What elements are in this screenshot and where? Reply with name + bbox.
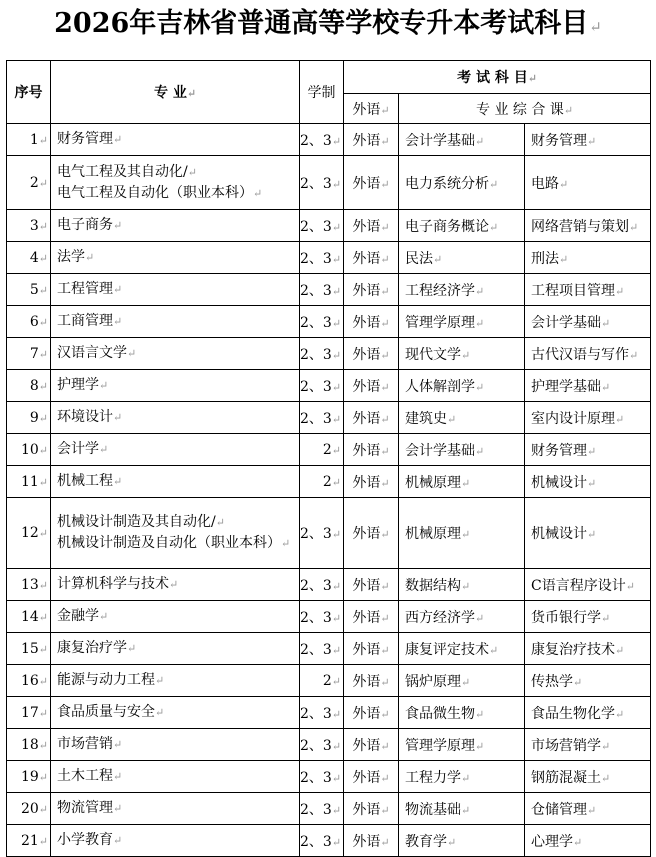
- row-major: 物流管理↵: [51, 793, 300, 825]
- row-years: 2、3↵: [300, 338, 344, 370]
- row-foreign-language: 外语↵: [344, 402, 399, 434]
- row-foreign-language: 外语↵: [344, 633, 399, 665]
- row-number: 7↵: [7, 338, 51, 370]
- row-number: 5↵: [7, 274, 51, 306]
- table-row: [7, 274, 651, 306]
- row-number: 19↵: [7, 761, 51, 793]
- table-row: [7, 156, 651, 210]
- row-major: 机械工程↵: [51, 466, 300, 498]
- row-number: 4↵: [7, 242, 51, 274]
- row-major: 电子商务↵: [51, 210, 300, 242]
- row-subject-1: 食品微生物↵: [399, 697, 525, 729]
- row-major: 机械设计制造及其自动化/↵ 机械设计制造及自动化（职业本科）↵: [51, 498, 300, 569]
- table-row: [7, 761, 651, 793]
- row-subject-1: 锅炉原理↵: [399, 665, 525, 697]
- table-row: [7, 434, 651, 466]
- row-years: 2、3↵: [300, 274, 344, 306]
- table-row: [7, 601, 651, 633]
- row-subject-1: 物流基础↵: [399, 793, 525, 825]
- row-years: 2、3↵: [300, 402, 344, 434]
- row-number: 11↵: [7, 466, 51, 498]
- row-major: 计算机科学与技术↵: [51, 569, 300, 601]
- row-subject-1: 民法↵: [399, 242, 525, 274]
- row-subject-1: 管理学原理↵: [399, 306, 525, 338]
- row-foreign-language: 外语↵: [344, 761, 399, 793]
- row-subject-2: 古代汉语与写作↵: [525, 338, 651, 370]
- row-years: 2、3↵: [300, 370, 344, 402]
- row-number: 10↵: [7, 434, 51, 466]
- row-number: 15↵: [7, 633, 51, 665]
- row-major: 食品质量与安全↵: [51, 697, 300, 729]
- header-subjects: 考 试 科 目↵: [344, 61, 651, 94]
- row-number: 3↵: [7, 210, 51, 242]
- row-foreign-language: 外语↵: [344, 825, 399, 857]
- row-subject-2: 工程项目管理↵: [525, 274, 651, 306]
- table-row: [7, 402, 651, 434]
- row-foreign-language: 外语↵: [344, 697, 399, 729]
- header-no: 序号: [7, 61, 51, 124]
- row-subject-1: 管理学原理↵: [399, 729, 525, 761]
- row-major: 法学↵: [51, 242, 300, 274]
- row-number: 8↵: [7, 370, 51, 402]
- header-professional: 专 业 综 合 课↵: [399, 94, 651, 124]
- row-years: 2、3↵: [300, 242, 344, 274]
- row-major: 土木工程↵: [51, 761, 300, 793]
- row-major: 环境设计↵: [51, 402, 300, 434]
- table-row: [7, 697, 651, 729]
- row-major: 工程管理↵: [51, 274, 300, 306]
- row-years: 2↵: [300, 434, 344, 466]
- row-subject-1: 工程经济学↵: [399, 274, 525, 306]
- row-subject-1: 电子商务概论↵: [399, 210, 525, 242]
- row-years: 2、3↵: [300, 761, 344, 793]
- table-row: [7, 338, 651, 370]
- table-row: [7, 729, 651, 761]
- row-years: 2、3↵: [300, 569, 344, 601]
- row-subject-2: 机械设计↵: [525, 466, 651, 498]
- row-foreign-language: 外语↵: [344, 434, 399, 466]
- row-foreign-language: 外语↵: [344, 338, 399, 370]
- row-subject-2: 电路↵: [525, 156, 651, 210]
- row-subject-1: 人体解剖学↵: [399, 370, 525, 402]
- row-number: 14↵: [7, 601, 51, 633]
- row-number: 12↵: [7, 498, 51, 569]
- title-text: 2026年吉林省普通高等学校专升本考试科目: [54, 8, 589, 39]
- row-foreign-language: 外语↵: [344, 156, 399, 210]
- row-major: 金融学↵: [51, 601, 300, 633]
- table-row: [7, 825, 651, 857]
- row-years: 2↵: [300, 466, 344, 498]
- row-foreign-language: 外语↵: [344, 370, 399, 402]
- row-subject-1: 电力系统分析↵: [399, 156, 525, 210]
- row-subject-1: 现代文学↵: [399, 338, 525, 370]
- row-years: 2、3↵: [300, 306, 344, 338]
- row-major: 电气工程及其自动化/↵ 电气工程及自动化（职业本科）↵: [51, 156, 300, 210]
- row-foreign-language: 外语↵: [344, 498, 399, 569]
- row-years: 2、3↵: [300, 498, 344, 569]
- row-foreign-language: 外语↵: [344, 569, 399, 601]
- row-number: 20↵: [7, 793, 51, 825]
- row-subject-2: 会计学基础↵: [525, 306, 651, 338]
- row-subject-1: 建筑史↵: [399, 402, 525, 434]
- header-major: 专 业↵: [51, 61, 300, 124]
- row-major: 汉语言文学↵: [51, 338, 300, 370]
- row-years: 2↵: [300, 665, 344, 697]
- row-number: 2↵: [7, 156, 51, 210]
- row-subject-2: 康复治疗技术↵: [525, 633, 651, 665]
- row-years: 2、3↵: [300, 729, 344, 761]
- row-subject-2: 食品生物化学↵: [525, 697, 651, 729]
- row-number: 9↵: [7, 402, 51, 434]
- table-row: [7, 242, 651, 274]
- row-subject-2: 货币银行学↵: [525, 601, 651, 633]
- row-subject-2: C语言程序设计↵: [525, 569, 651, 601]
- header-years: 学制: [300, 61, 344, 124]
- row-foreign-language: 外语↵: [344, 210, 399, 242]
- table-row: [7, 569, 651, 601]
- row-subject-1: 机械原理↵: [399, 466, 525, 498]
- row-foreign-language: 外语↵: [344, 124, 399, 156]
- table-row: [7, 793, 651, 825]
- row-subject-2: 钢筋混凝土↵: [525, 761, 651, 793]
- exam-subjects-table: [6, 60, 651, 857]
- row-subject-2: 机械设计↵: [525, 498, 651, 569]
- row-number: 16↵: [7, 665, 51, 697]
- row-years: 2、3↵: [300, 793, 344, 825]
- row-major: 市场营销↵: [51, 729, 300, 761]
- row-subject-1: 西方经济学↵: [399, 601, 525, 633]
- row-subject-2: 刑法↵: [525, 242, 651, 274]
- row-number: 1↵: [7, 124, 51, 156]
- row-major: 护理学↵: [51, 370, 300, 402]
- row-subject-1: 工程力学↵: [399, 761, 525, 793]
- row-foreign-language: 外语↵: [344, 274, 399, 306]
- row-major: 康复治疗学↵: [51, 633, 300, 665]
- row-number: 6↵: [7, 306, 51, 338]
- table-row: [7, 633, 651, 665]
- row-foreign-language: 外语↵: [344, 729, 399, 761]
- row-subject-1: 康复评定技术↵: [399, 633, 525, 665]
- row-subject-2: 网络营销与策划↵: [525, 210, 651, 242]
- row-subject-2: 财务管理↵: [525, 124, 651, 156]
- row-subject-2: 传热学↵: [525, 665, 651, 697]
- row-number: 21↵: [7, 825, 51, 857]
- header-foreign: 外语↵: [344, 94, 399, 124]
- row-subject-1: 机械原理↵: [399, 498, 525, 569]
- row-subject-2: 护理学基础↵: [525, 370, 651, 402]
- row-foreign-language: 外语↵: [344, 306, 399, 338]
- row-foreign-language: 外语↵: [344, 466, 399, 498]
- row-major: 小学教育↵: [51, 825, 300, 857]
- row-subject-2: 仓储管理↵: [525, 793, 651, 825]
- row-number: 17↵: [7, 697, 51, 729]
- row-number: 18↵: [7, 729, 51, 761]
- row-foreign-language: 外语↵: [344, 242, 399, 274]
- row-years: 2、3↵: [300, 124, 344, 156]
- table-row: [7, 665, 651, 697]
- row-major: 会计学↵: [51, 434, 300, 466]
- row-number: 13↵: [7, 569, 51, 601]
- row-major: 工商管理↵: [51, 306, 300, 338]
- row-foreign-language: 外语↵: [344, 665, 399, 697]
- row-major: 能源与动力工程↵: [51, 665, 300, 697]
- row-subject-2: 财务管理↵: [525, 434, 651, 466]
- row-years: 2、3↵: [300, 825, 344, 857]
- row-subject-1: 会计学基础↵: [399, 434, 525, 466]
- row-major: 财务管理↵: [51, 124, 300, 156]
- row-subject-2: 室内设计原理↵: [525, 402, 651, 434]
- row-years: 2、3↵: [300, 156, 344, 210]
- row-subject-1: 数据结构↵: [399, 569, 525, 601]
- table-row: [7, 466, 651, 498]
- row-subject-1: 教育学↵: [399, 825, 525, 857]
- row-subject-1: 会计学基础↵: [399, 124, 525, 156]
- row-years: 2、3↵: [300, 633, 344, 665]
- row-years: 2、3↵: [300, 697, 344, 729]
- table-row: [7, 210, 651, 242]
- row-foreign-language: 外语↵: [344, 793, 399, 825]
- table-row: [7, 498, 651, 569]
- table-row: [7, 124, 651, 156]
- table-row: [7, 370, 651, 402]
- page-title: 2026年吉林省普通高等学校专升本考试科目↵: [54, 8, 602, 39]
- row-subject-2: 心理学↵: [525, 825, 651, 857]
- row-subject-2: 市场营销学↵: [525, 729, 651, 761]
- table-row: [7, 306, 651, 338]
- row-years: 2、3↵: [300, 601, 344, 633]
- row-years: 2、3↵: [300, 210, 344, 242]
- row-foreign-language: 外语↵: [344, 601, 399, 633]
